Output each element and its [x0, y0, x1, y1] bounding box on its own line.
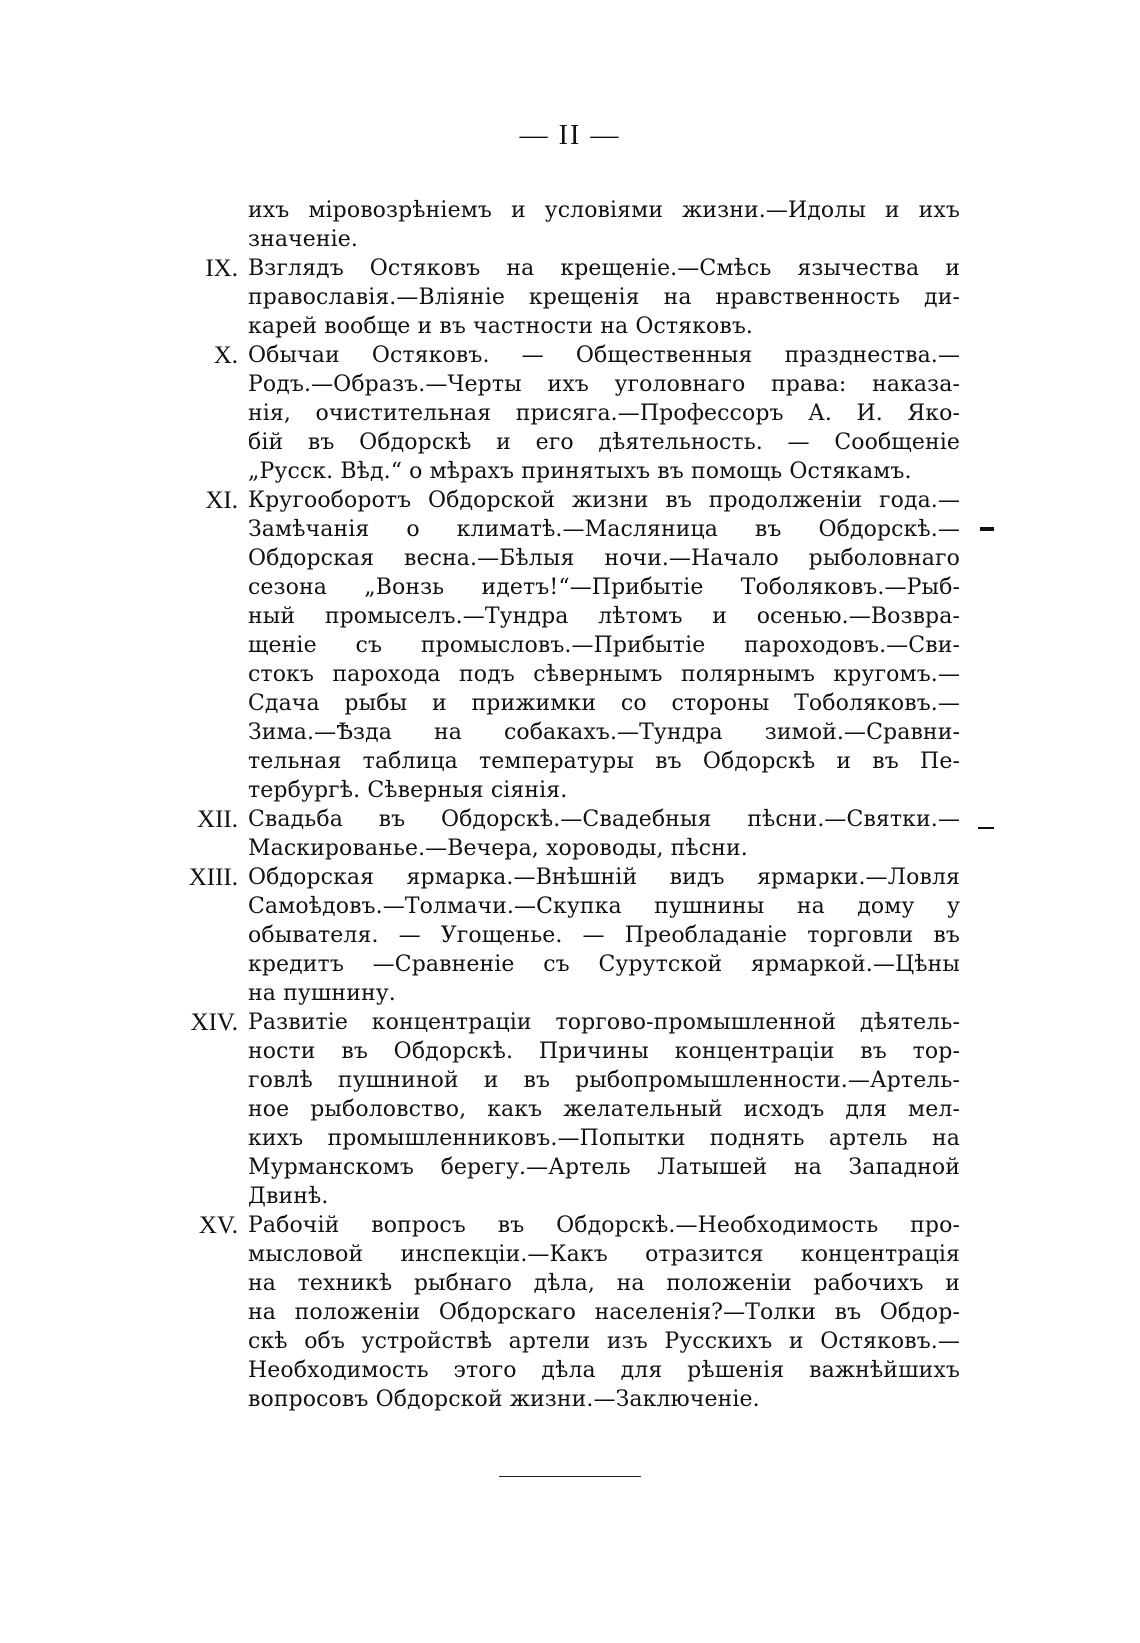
toc-section	[170, 1008, 960, 1211]
text-line: Маскированье.—Вечера, хороводы, пѣсни.	[248, 836, 748, 861]
text-line: тельная таблица температуры въ Обдорскѣ и въ Пе-	[248, 749, 960, 774]
text-line: Двинѣ.	[248, 1184, 329, 1209]
text-line: православія.—Вліяніе крещенія на нравственность ди-	[248, 285, 960, 310]
text-line: кихъ промышленниковъ.—Попытки поднять артель на	[248, 1126, 960, 1151]
section-number: XIII.	[188, 864, 238, 891]
section-text	[248, 1211, 960, 1414]
section-number: IX.	[205, 255, 238, 282]
text-line: Необходимость этого дѣла для рѣшенія важнѣйшихъ	[248, 1358, 960, 1383]
text-line: Родъ.—Образъ.—Черты ихъ уголовнаго права: наказа-	[248, 372, 960, 397]
text-line: Сдача рыбы и прижимки со стороны Тоболяковъ.—	[248, 691, 960, 716]
text-line: Рабочій вопросъ въ Обдорскѣ.—Необходимость про-	[248, 1213, 960, 1238]
text-line: ное рыболовство, какъ желательный исходъ для мел-	[248, 1097, 960, 1122]
toc-section	[170, 254, 960, 341]
section-text	[248, 254, 960, 341]
text-line: нія, очистительная присяга.—Профессоръ А. И. Яко-	[248, 401, 960, 426]
toc-section	[170, 341, 960, 486]
text-line: Свадьба въ Обдорскѣ.—Свадебныя пѣсни.—Святки.—	[248, 807, 960, 832]
toc-section	[170, 196, 960, 254]
text-line: вопросовъ Обдорской жизни.—Заключеніе.	[248, 1387, 760, 1412]
margin-mark	[978, 827, 994, 829]
text-line: значеніе.	[248, 227, 358, 252]
text-line: Замѣчанія о климатѣ.—Масляница въ Обдорскѣ.—	[248, 517, 960, 542]
section-text	[248, 341, 960, 486]
text-line: Обдорская ярмарка.—Внѣшній видъ ярмарки.—Ловля	[248, 865, 960, 890]
section-number: X.	[213, 342, 238, 369]
text-line: щеніе съ промысловъ.—Прибытіе пароходовъ.—Сви-	[248, 633, 960, 658]
text-line: скѣ объ устройствѣ артели изъ Русскихъ и Остяковъ.—	[248, 1329, 960, 1354]
text-line: сезона „Вонзь идетъ!“—Прибытіе Тоболяковъ.—Рыб-	[248, 575, 960, 600]
text-line: Обычаи Остяковъ. — Общественныя празднества.—	[248, 343, 960, 368]
text-line: говлѣ пушниной и въ рыбопромышленности.—Артель-	[248, 1068, 960, 1093]
section-number: XII.	[197, 806, 238, 833]
text-line: кредитъ —Сравненіе съ Сурутской ярмаркой.—Цѣны	[248, 952, 960, 977]
table-of-contents	[170, 196, 960, 1414]
text-line: Кругооборотъ Обдорской жизни въ продолженіи года.—	[248, 488, 960, 513]
text-line: Зима.—Ѣзда на собакахъ.—Тундра зимой.—Сравни-	[248, 720, 960, 745]
text-line: Развитіе концентраціи торгово-промышленной дѣятель-	[248, 1010, 960, 1035]
toc-section	[170, 1211, 960, 1414]
toc-section	[170, 486, 960, 805]
section-text	[248, 196, 960, 254]
text-line: карей вообще и въ частности на Остяковъ.	[248, 314, 754, 339]
text-line: бій въ Обдорскѣ и его дѣятельность. — Сообщеніе	[248, 430, 960, 455]
text-line: стокъ парохода подъ сѣвернымъ полярнымъ кругомъ.—	[248, 662, 960, 687]
text-line: ихъ міровозрѣніемъ и условіями жизни.—Идолы и ихъ	[248, 198, 960, 223]
text-line: Обдорская весна.—Бѣлыя ночи.—Начало рыболовнаго	[248, 546, 960, 571]
text-line: Взглядъ Остяковъ на крещеніе.—Смѣсь язычества и	[248, 256, 960, 281]
text-line: Мурманскомъ берегу.—Артель Латышей на Западной	[248, 1155, 960, 1180]
text-line: тербургѣ. Сѣверныя сіянія.	[248, 778, 568, 803]
text-line: ный промыселъ.—Тундра лѣтомъ и осенью.—Возвра-	[248, 604, 960, 629]
toc-section	[170, 805, 960, 863]
section-text	[248, 863, 960, 1008]
text-line: ности въ Обдорскѣ. Причины концентраціи въ тор-	[248, 1039, 960, 1064]
page-number: — II —	[519, 120, 621, 151]
text-line: „Русск. Вѣд.“ о мѣрахъ принятыхъ въ помощь Остякамъ.	[248, 459, 912, 484]
text-line: обывателя. — Угощенье. — Преобладаніе торговли въ	[248, 923, 960, 948]
toc-section	[170, 863, 960, 1008]
margin-mark	[980, 527, 994, 531]
section-text	[248, 486, 960, 805]
section-text	[248, 1008, 960, 1211]
end-rule	[499, 1476, 641, 1477]
text-line: на положеніи Обдорскаго населенія?—Толки въ Обдор-	[248, 1300, 960, 1325]
text-line: на техникѣ рыбнаго дѣла, на положеніи рабочихъ и	[248, 1271, 960, 1296]
text-line: Самоѣдовъ.—Толмачи.—Скупка пушнины на дому у	[248, 894, 960, 919]
section-number: XV.	[198, 1212, 238, 1239]
section-number: XI.	[205, 487, 238, 514]
section-text	[248, 805, 960, 863]
section-number: XIV.	[190, 1009, 238, 1036]
text-line: мысловой инспекціи.—Какъ отразится концентрація	[248, 1242, 960, 1267]
text-line: на пушнину.	[248, 981, 396, 1006]
